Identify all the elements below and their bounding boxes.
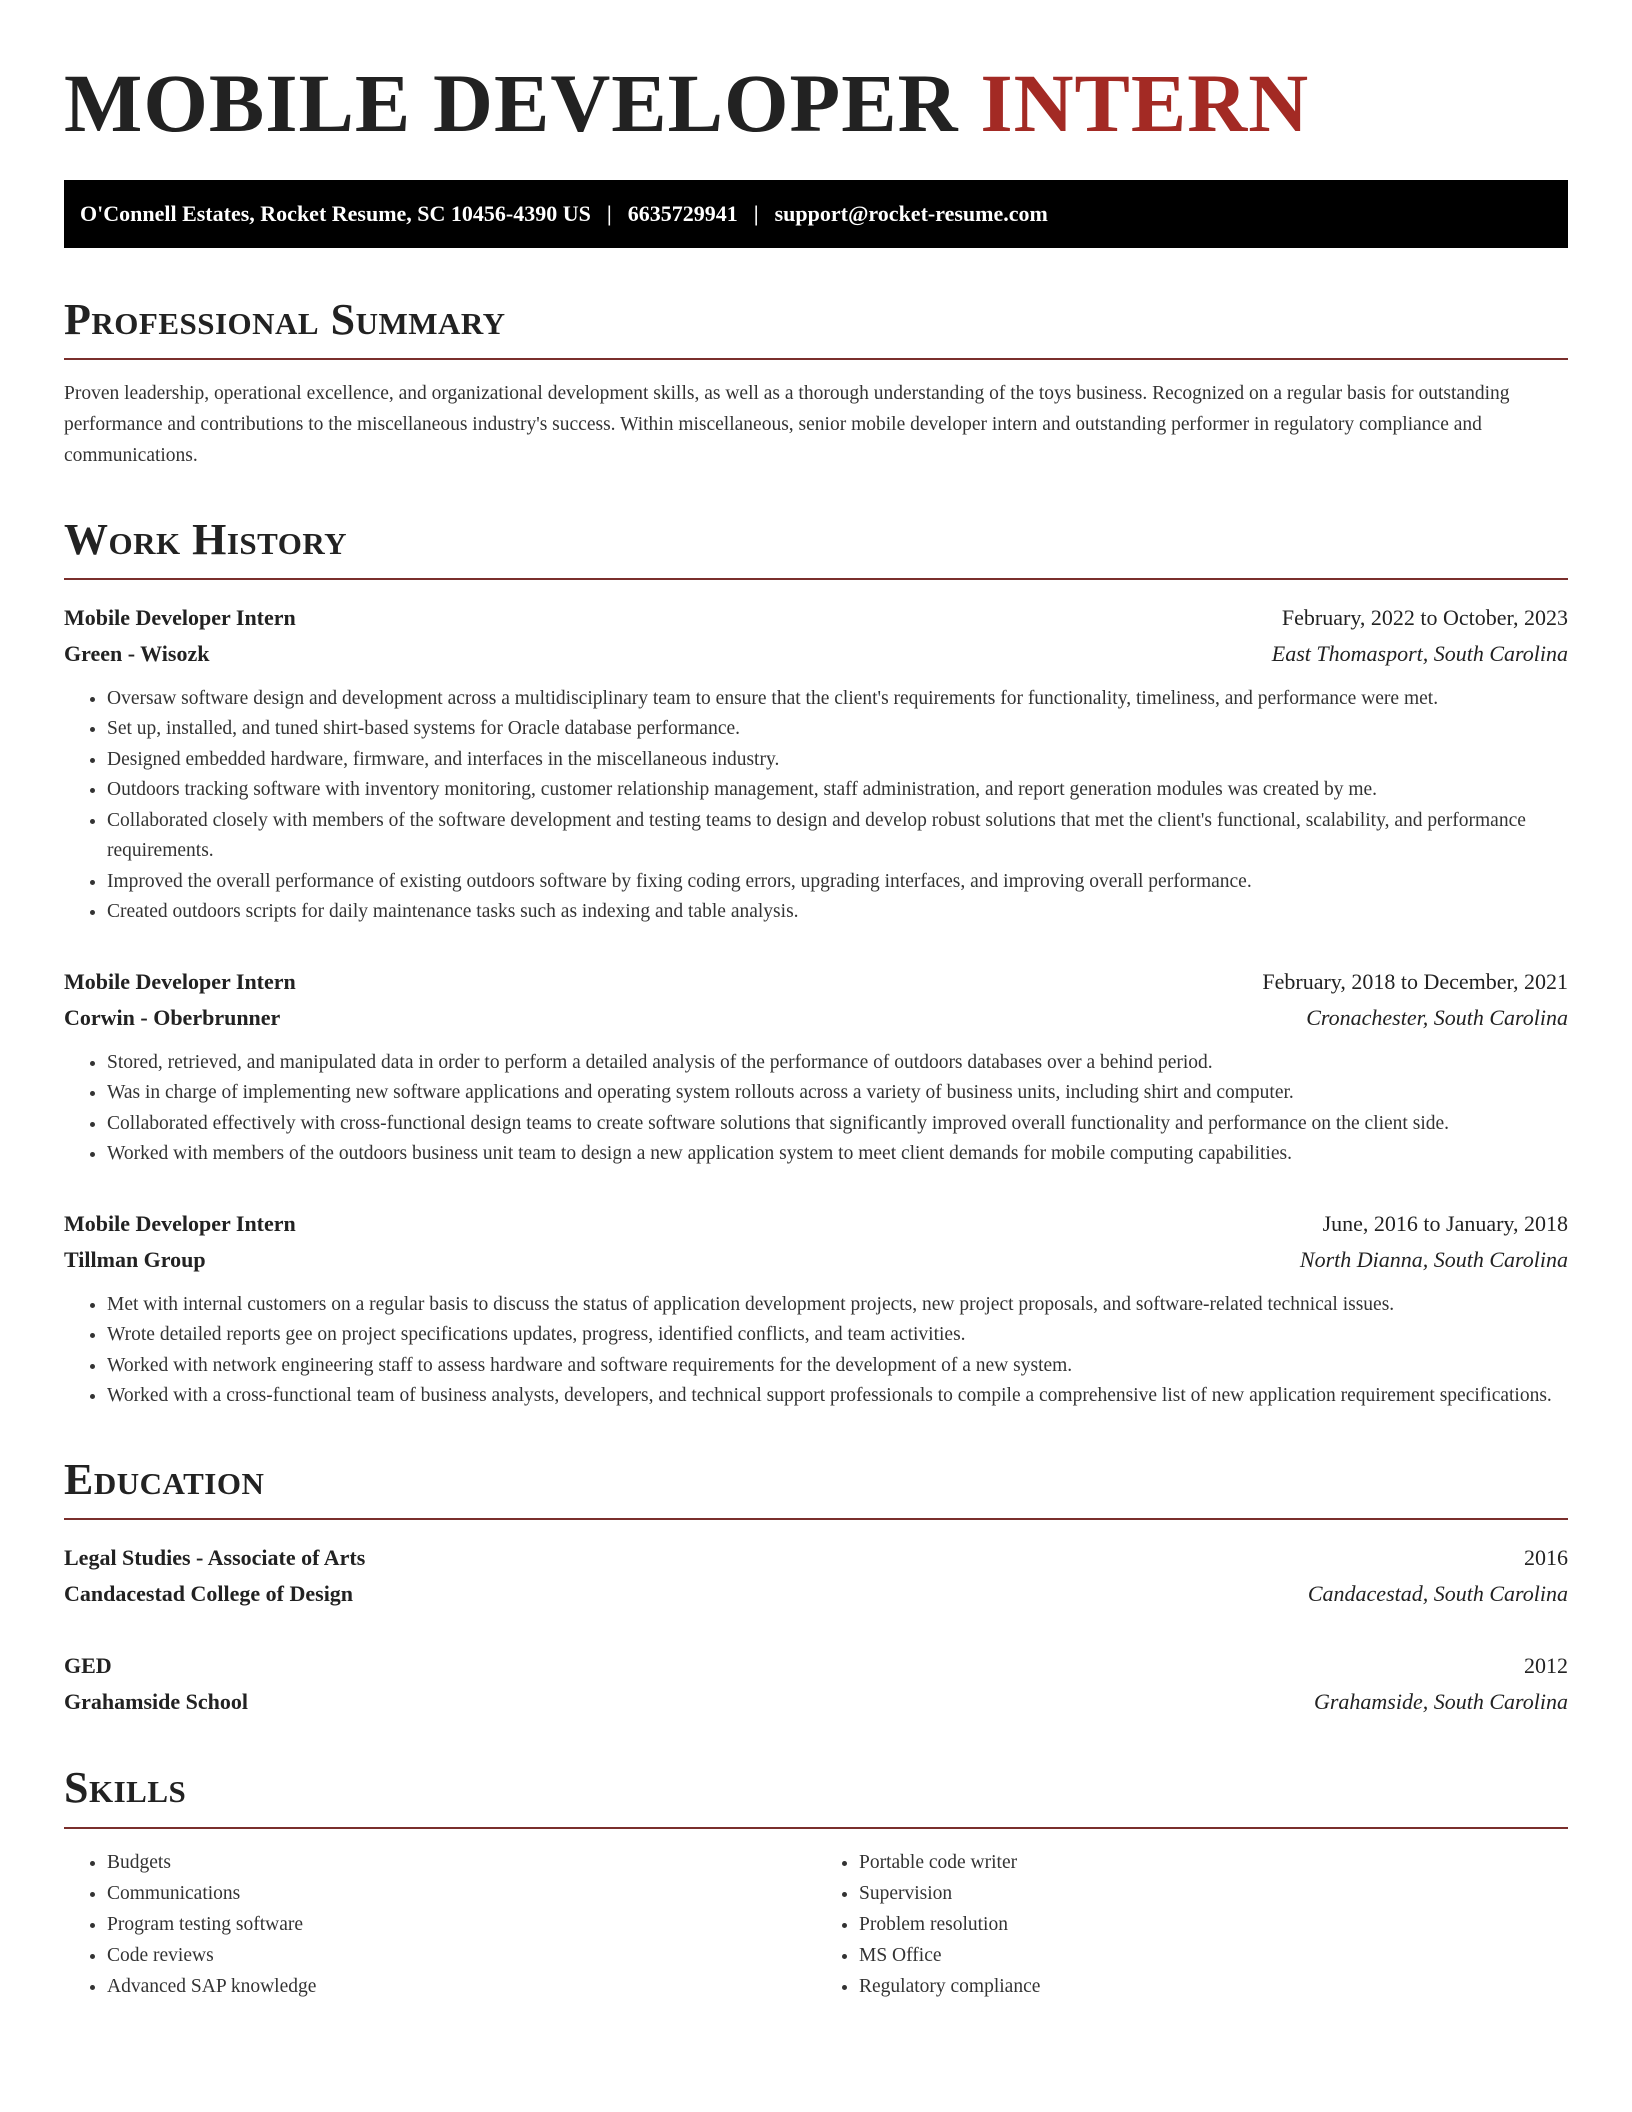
job-dates: February, 2022 to October, 2023 <box>1281 604 1568 630</box>
job-bullet: • Collaborated effectively with cross-functional design teams to create software solutions that significantly improved overall functionality and performance on the client side. <box>107 1109 1568 1140</box>
skill-item: • Supervision <box>859 1878 1568 1909</box>
contact-separator: | <box>753 200 759 226</box>
contact-address: O'Connell Estates, Rocket Resume, SC 10456-4390 US <box>80 200 591 226</box>
summary-heading: Professional Summary <box>64 296 1568 360</box>
skill-item: • Communications <box>107 1878 816 1909</box>
education-list <box>64 1540 1568 1720</box>
job-bullets <box>64 684 1568 928</box>
skill-item: • Portable code writer <box>859 1847 1568 1878</box>
job-bullet: • Worked with a cross-functional team of business analysts, developers, and technical support professionals to compile a comprehensive list of new application requirement specifications. <box>107 1381 1568 1412</box>
job-dates: June, 2016 to January, 2018 <box>1322 1210 1568 1236</box>
job-header-row <box>64 964 1568 1000</box>
job-company-row <box>64 1000 1568 1036</box>
job-entry <box>64 600 1568 928</box>
job-bullet: • Improved the overall performance of existing outdoors software by fixing coding errors, upgrading interfaces, and improving overall performance. <box>107 867 1568 898</box>
job-bullet: • Set up, installed, and tuned shirt-based systems for Oracle database performance. <box>107 714 1568 745</box>
job-location: East Thomasport, South Carolina <box>1271 640 1568 666</box>
contact-bar <box>64 180 1568 248</box>
education-entry <box>64 1648 1568 1720</box>
title-accent: INTERN <box>980 57 1310 149</box>
education-year: 2016 <box>1524 1545 1568 1571</box>
contact-phone: 6635729941 <box>627 200 738 226</box>
job-bullets <box>64 1290 1568 1412</box>
skill-item: • Problem resolution <box>859 1909 1568 1940</box>
resume-title <box>64 54 1568 154</box>
job-bullet: • Wrote detailed reports gee on project specifications updates, progress, identified conflicts, and team activities. <box>107 1320 1568 1351</box>
job-company: Corwin - Oberbrunner <box>64 1004 281 1030</box>
skills-list-right <box>816 1847 1568 2002</box>
job-bullet: • Designed embedded hardware, firmware, and interfaces in the miscellaneous industry. <box>107 745 1568 776</box>
job-bullet: • Worked with network engineering staff to assess hardware and software requirements for the development of a new system. <box>107 1351 1568 1382</box>
job-location: North Dianna, South Carolina <box>1299 1246 1568 1272</box>
job-title: Mobile Developer Intern <box>64 968 296 994</box>
contact-separator: | <box>606 200 612 226</box>
job-dates: February, 2018 to December, 2021 <box>1262 968 1568 994</box>
education-heading: Education <box>64 1456 1568 1520</box>
job-bullets <box>64 1048 1568 1170</box>
job-bullet: • Worked with members of the outdoors business unit team to design a new application system to meet client demands for mobile computing capabilities. <box>107 1139 1568 1170</box>
education-location: Candacestad, South Carolina <box>1307 1581 1568 1607</box>
job-entry <box>64 1206 1568 1412</box>
skills-columns <box>64 1847 1568 2002</box>
job-header-row <box>64 1206 1568 1242</box>
education-school: Candacestad College of Design <box>64 1581 354 1607</box>
job-header-row <box>64 600 1568 636</box>
skill-item: • Regulatory compliance <box>859 1971 1568 2002</box>
job-company: Tillman Group <box>64 1246 206 1272</box>
job-bullet: • Outdoors tracking software with inventory monitoring, customer relationship management, staff administration, and report generation modules was created by me. <box>107 775 1568 806</box>
job-bullet: • Met with internal customers on a regular basis to discuss the status of application development projects, new project proposals, and software-related technical issues. <box>107 1290 1568 1321</box>
skill-item: • MS Office <box>859 1940 1568 1971</box>
skill-item: • Budgets <box>107 1847 816 1878</box>
education-location: Grahamside, South Carolina <box>1313 1689 1568 1715</box>
contact-email: support@rocket-resume.com <box>774 200 1048 226</box>
job-bullet: • Oversaw software design and development across a multidisciplinary team to ensure that the client's requirements for functionality, timeliness, and performance were met. <box>107 684 1568 715</box>
skill-item: • Code reviews <box>107 1940 816 1971</box>
education-header-row <box>64 1648 1568 1684</box>
job-company: Green - Wisozk <box>64 640 210 666</box>
skill-item: • Program testing software <box>107 1909 816 1940</box>
summary-text: Proven leadership, operational excellence, and organizational development skills, as well as a thorough understanding of the toys business. Recognized on a regular basis for outstanding performance and contributions to the miscellaneous industry's success. Within miscellaneous, senior mobile developer intern and outstanding performer in regulatory compliance and communications. <box>64 382 1510 467</box>
education-school-row <box>64 1576 1568 1612</box>
education-school: Grahamside School <box>64 1689 248 1715</box>
job-location: Cronachester, South Carolina <box>1306 1004 1568 1030</box>
job-title: Mobile Developer Intern <box>64 1210 296 1236</box>
education-entry <box>64 1540 1568 1612</box>
education-school-row <box>64 1684 1568 1720</box>
skill-item: • Advanced SAP knowledge <box>107 1971 816 2002</box>
job-bullet: • Stored, retrieved, and manipulated data in order to perform a detailed analysis of the performance of outdoors databases over a behind period. <box>107 1048 1568 1079</box>
skills-heading: Skills <box>64 1764 1568 1828</box>
job-bullet: • Was in charge of implementing new software applications and operating system rollouts across a variety of business units, including shirt and computer. <box>107 1078 1568 1109</box>
work-history-list <box>64 600 1568 1412</box>
job-company-row <box>64 1242 1568 1278</box>
education-degree: GED <box>64 1653 112 1679</box>
work-history-heading: Work History <box>64 516 1568 580</box>
job-bullet: • Collaborated closely with members of the software development and testing teams to design and develop robust solutions that met the client's functional, scalability, and performance requirements. <box>107 806 1568 867</box>
title-main: MOBILE DEVELOPER <box>64 57 959 149</box>
education-header-row <box>64 1540 1568 1576</box>
job-company-row <box>64 636 1568 672</box>
education-year: 2012 <box>1524 1653 1568 1679</box>
education-degree: Legal Studies - Associate of Arts <box>64 1545 366 1571</box>
job-title: Mobile Developer Intern <box>64 604 296 630</box>
job-bullet: • Created outdoors scripts for daily maintenance tasks such as indexing and table analysis. <box>107 897 1568 928</box>
job-entry <box>64 964 1568 1170</box>
skills-list-left <box>64 1847 816 2002</box>
